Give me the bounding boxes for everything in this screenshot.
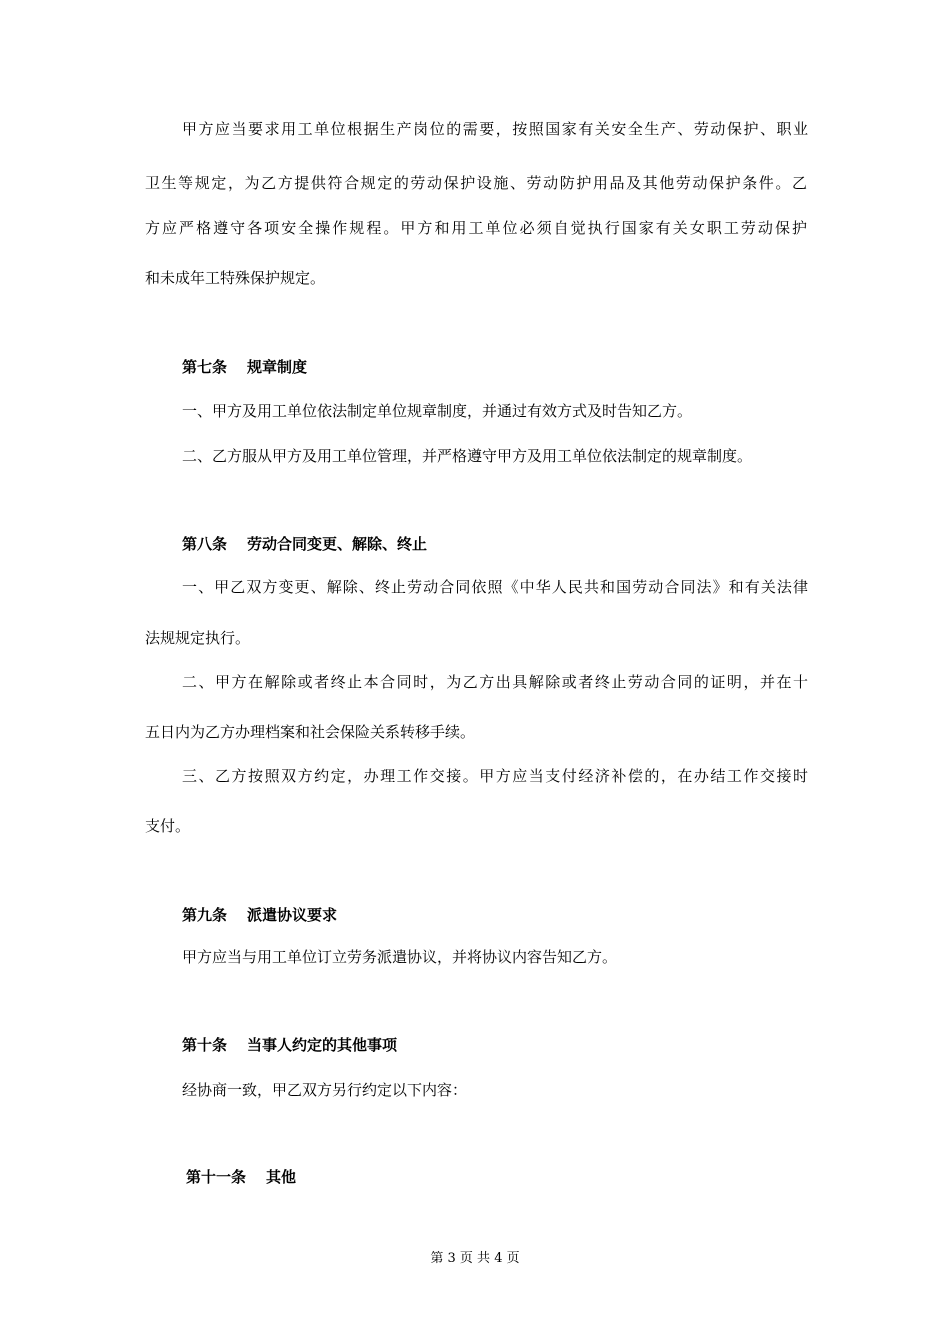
paragraph-line: 甲方应当要求用工单位根据生产岗位的需要，按照国家有关安全生产、劳动保护、职业 — [182, 120, 808, 138]
article-title: 当事人约定的其他事项 — [247, 1036, 398, 1054]
article-title: 规章制度 — [247, 358, 308, 376]
article-number: 第十一条 — [186, 1168, 247, 1186]
clause-item-continued: 法规规定执行。 — [145, 629, 251, 647]
article-number: 第九条 — [182, 906, 228, 924]
clause-item: 三、乙方按照双方约定，办理工作交接。甲方应当支付经济补偿的，在办结工作交接时 — [182, 767, 808, 785]
article-7-heading — [182, 357, 307, 377]
article-11-heading — [186, 1167, 296, 1187]
clause-item: 一、甲乙双方变更、解除、终止劳动合同依照《中华人民共和国劳动合同法》和有关法律 — [182, 578, 808, 596]
article-title: 派遣协议要求 — [247, 906, 338, 924]
article-9-heading — [182, 905, 337, 925]
clause-item: 一、甲方及用工单位依法制定单位规章制度，并通过有效方式及时告知乙方。 — [182, 402, 693, 420]
clause-item: 二、甲方在解除或者终止本合同时，为乙方出具解除或者终止劳动合同的证明，并在十 — [182, 673, 808, 691]
clause-item: 二、乙方服从甲方及用工单位管理，并严格遵守甲方及用工单位依法制定的规章制度。 — [182, 447, 753, 465]
paragraph-line: 卫生等规定，为乙方提供符合规定的劳动保护设施、劳动防护用品及其他劳动保护条件。乙 — [145, 174, 807, 192]
paragraph-line: 方应严格遵守各项安全操作规程。甲方和用工单位必须自觉执行国家有关女职工劳动保护 — [145, 219, 807, 237]
clause-text: 甲方应当与用工单位订立劳务派遣协议，并将协议内容告知乙方。 — [182, 948, 618, 966]
article-number: 第七条 — [182, 358, 228, 376]
clause-item-continued: 五日内为乙方办理档案和社会保险关系转移手续。 — [145, 723, 476, 741]
paragraph-line: 和未成年工特殊保护规定。 — [145, 269, 326, 287]
article-8-heading — [182, 534, 427, 554]
article-number: 第十条 — [182, 1036, 228, 1054]
article-title: 劳动合同变更、解除、终止 — [247, 535, 428, 553]
page-number-footer: 第 3 页 共 4 页 — [430, 1251, 520, 1266]
clause-item-continued: 支付。 — [145, 817, 191, 835]
article-10-heading — [182, 1035, 397, 1055]
article-number: 第八条 — [182, 535, 228, 553]
article-title: 其他 — [266, 1168, 297, 1186]
clause-text: 经协商一致，甲乙双方另行约定以下内容： — [182, 1081, 468, 1099]
